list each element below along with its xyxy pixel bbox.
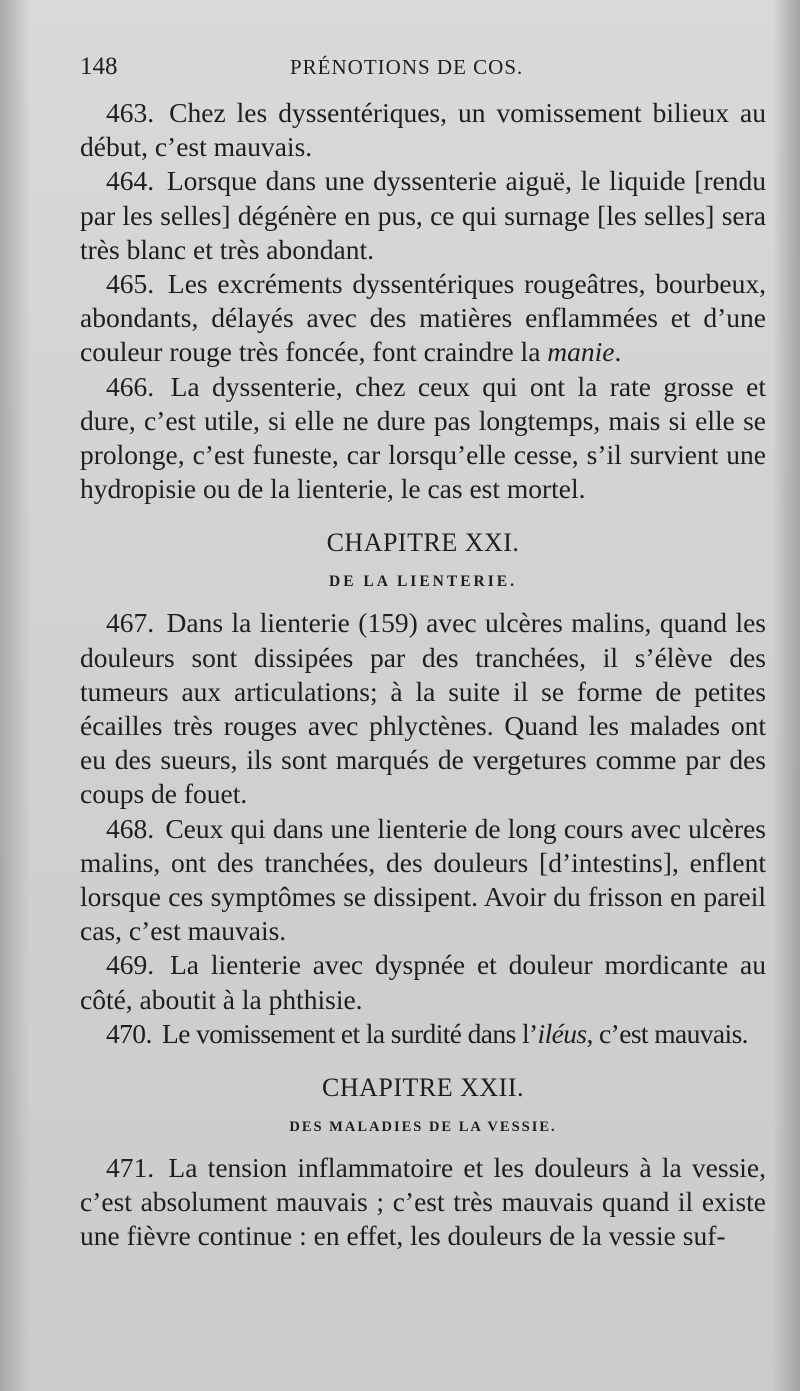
aphorism-text: La lienterie avec dyspnée et douleur mordicante au côté, aboutit à la phthisie. bbox=[80, 949, 767, 1015]
aphorism-text: Le vomissement et la surdité dans l’ bbox=[162, 1017, 538, 1049]
aphorism-number: 470. bbox=[106, 1017, 152, 1049]
aphorism-463 bbox=[80, 96, 766, 164]
aphorism-text: Ceux qui dans une lienterie de long cours avec ulcères malins, ont des tranchées, des douleurs [d’intestins], enflent lorsque ces symptômes se dissipent. Avoir du frisson en pareil cas, c’est mauvais. bbox=[80, 812, 766, 947]
aphorism-text: Les excréments dyssentériques rougeâtres, bourbeux, abondants, délayés avec des matières enflammées et d’une couleur rouge très foncée, font craindre la bbox=[80, 268, 766, 368]
chapter-title: CHAPITRE XXII. bbox=[322, 1073, 524, 1103]
aphorism-464 bbox=[80, 164, 766, 267]
aphorism-tail: . bbox=[614, 336, 622, 368]
aphorism-text: Lorsque dans une dyssenterie aiguë, le liquide [rendu par les selles] dégénère en pus, ce qui surnage [les selles] sera très blanc et très abondant. bbox=[80, 165, 767, 265]
aphorism-number: 467. bbox=[106, 607, 155, 639]
page-number: 148 bbox=[80, 53, 118, 80]
aphorism-number: 466. bbox=[106, 370, 155, 402]
page-edge-shadow bbox=[772, 0, 800, 1391]
aphorism-text: La tension inflammatoire et les douleurs à la vessie, c’est absolument mauvais ; c’est très mauvais quand il existe une fièvre continue : en effet, les douleurs de la vessie suf- bbox=[80, 1152, 767, 1252]
chapter-subtitle: DES MALADIES DE LA VESSIE. bbox=[289, 1119, 557, 1136]
running-title: PRÉNOTIONS DE COS. bbox=[290, 55, 524, 79]
italic-term: manie bbox=[547, 336, 615, 368]
aphorism-tail: , c’est mauvais. bbox=[586, 1017, 748, 1049]
aphorism-465 bbox=[80, 267, 766, 370]
aphorism-number: 471. bbox=[106, 1152, 155, 1184]
aphorism-471 bbox=[80, 1151, 766, 1254]
aphorism-number: 468. bbox=[106, 812, 155, 844]
aphorism-467 bbox=[80, 606, 766, 811]
aphorism-text: La dyssenterie, chez ceux qui ont la rate grosse et dure, c’est utile, si elle ne dure pas longtemps, mais si elle se prolonge, c’est funeste, car lorsqu’elle cesse, s’il survient une hydropisie ou de la lienterie, le cas est mortel. bbox=[80, 370, 767, 505]
page-text-block bbox=[80, 50, 766, 1254]
aphorism-number: 469. bbox=[106, 949, 155, 981]
italic-term: iléus bbox=[537, 1017, 587, 1049]
page-gutter-shadow bbox=[0, 0, 30, 1391]
aphorism-number: 465. bbox=[106, 268, 155, 300]
aphorism-number: 463. bbox=[106, 97, 155, 128]
aphorism-469 bbox=[80, 948, 766, 1016]
running-header bbox=[80, 50, 766, 96]
aphorism-470 bbox=[80, 1017, 766, 1051]
chapter-subtitle: DE LA LIENTERIE. bbox=[329, 573, 517, 591]
aphorism-text: Chez les dyssentériques, un vomissement bilieux au début, c’est mauvais. bbox=[80, 97, 766, 163]
aphorism-466 bbox=[80, 370, 766, 507]
aphorism-text: Dans la lienterie (159) avec ulcères malins, quand les douleurs sont dissipées par des tranchées, il s’élève des tumeurs aux articulations; à la suite il se forme de petites écailles très rouges avec phlyctènes. Quand les malades ont eu des sueurs, ils sont marqués de vergetures comme par des coups de fouet. bbox=[80, 607, 766, 810]
chapter-title: CHAPITRE XXI. bbox=[326, 528, 520, 558]
aphorism-468 bbox=[80, 812, 766, 949]
aphorism-number: 464. bbox=[106, 165, 155, 197]
